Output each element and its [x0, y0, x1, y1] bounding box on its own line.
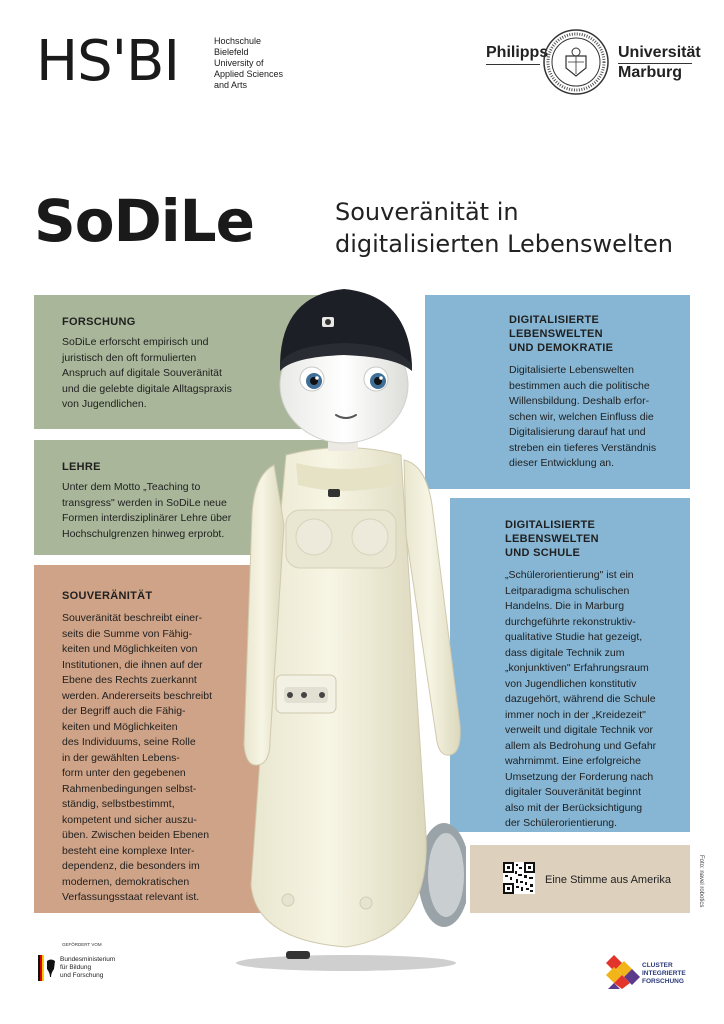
subtitle-line: digitalisierten Lebenswelten — [335, 230, 673, 258]
panel-schule — [450, 498, 690, 832]
panel-text: Souveränität beschreibt einer- seits die Summe von Fähig- keiten und Möglichkeiten von Institutionen, die ihnen auf der Ebene des Rechts zuerkannt werden. Andererseits beschreibt der Begriff auch die Fähig- keiten und Möglichkeiten des Individuums, seine Rolle in der gewählten Lebens- form unter den gegebenen Rahmenbedingungen selbst- ständig, selbstbestimmt, kompetent und sicher auszu- üben. Zwischen beiden Ebenen besteht eine komplexe Inter- dependenz, die besonders im modernen, demokratischen Verfassungsstaat relevant ist. — [62, 612, 212, 903]
audio-link-label[interactable]: Eine Stimme aus Amerika — [545, 874, 671, 886]
marburg-logo-left: Philipps — [486, 44, 549, 61]
university-seal-icon — [542, 28, 610, 96]
cluster-name: CLUSTER INTEGRIERTE FORSCHUNG — [642, 962, 686, 985]
photo-credit: Foto: navel robotics — [698, 855, 704, 908]
hsbi-line: University of — [214, 58, 264, 68]
panel-text: Digitalisierte Lebenswelten bestimmen auch die politische Willensbildung. Deshalb erfor- schen wir, welchen Einfluss die Digitalisierung darauf hat und streben ein tieferes Verständnis dieser Entwicklung an. — [509, 364, 657, 469]
panel-heading: DIGITALISIERTE LEBENSWELTEN UND SCHULE — [505, 519, 599, 559]
hsbi-line: Bielefeld — [214, 47, 249, 57]
qr-code-icon[interactable] — [503, 862, 535, 894]
hsbi-subtitle — [214, 36, 283, 91]
panel-heading: LEHRE — [62, 461, 101, 473]
hsbi-line: Hochschule — [214, 36, 262, 46]
page-subtitle — [335, 196, 673, 260]
cluster-logo-icon — [606, 955, 640, 989]
marburg-divider — [486, 64, 540, 65]
page-title: SoDiLe — [34, 187, 254, 255]
funding-label: GEFÖRDERT VOM — [62, 942, 102, 947]
bmbf-name: Bundesministerium für Bildung und Forschung — [60, 956, 116, 979]
federal-eagle-icon — [38, 955, 56, 981]
panel-text: Unter dem Motto „Teaching to transgress" werden in SoDiLe neue Formen interdisziplinärer Lehre über Hochschulgrenzen hinweg erprobt. — [62, 481, 232, 540]
panel-text: „Schülerorientierung" ist ein Leitparadigma schulischen Handelns. Die in Marburg durchgeführte rekonstruktiv- qualitative Studie hat gezeigt, dass digitale Technik zum „konjunktiven" Erfahrungsraum von Jugendlichen konstitutiv dazugehört, während die Schule immer noch in der „Kreidezeit" verweilt und digitale Technik vor allem als Bedrohung und Gefahr wahrnimmt. Eine erfolgreiche Umsetzung der Forderung nach digitaler Souveränität beginnt also mit der Berücksichtigung der Schülerorientierung. — [505, 569, 657, 829]
panel-heading: FORSCHUNG — [62, 316, 136, 328]
panel-heading: SOUVERÄNITÄT — [62, 590, 153, 602]
panel-text: SoDiLe erforscht empirisch und juristisch den oft formulierten Anspruch auf digitale Souveränität und die gelebte digitale Alltagspraxis von Jugendlichen. — [62, 336, 232, 410]
marburg-logo-right-1: Universität — [618, 44, 701, 61]
robot-illustration — [226, 275, 466, 975]
marburg-logo-right-2: Marburg — [618, 64, 682, 81]
subtitle-line: Souveränität in — [335, 198, 519, 226]
panel-heading: DIGITALISIERTE LEBENSWELTEN UND DEMOKRATIE — [509, 314, 614, 354]
hsbi-line: Applied Sciences — [214, 69, 284, 79]
hsbi-logo: HS'BI — [36, 29, 179, 94]
hsbi-line: and Arts — [214, 80, 248, 90]
